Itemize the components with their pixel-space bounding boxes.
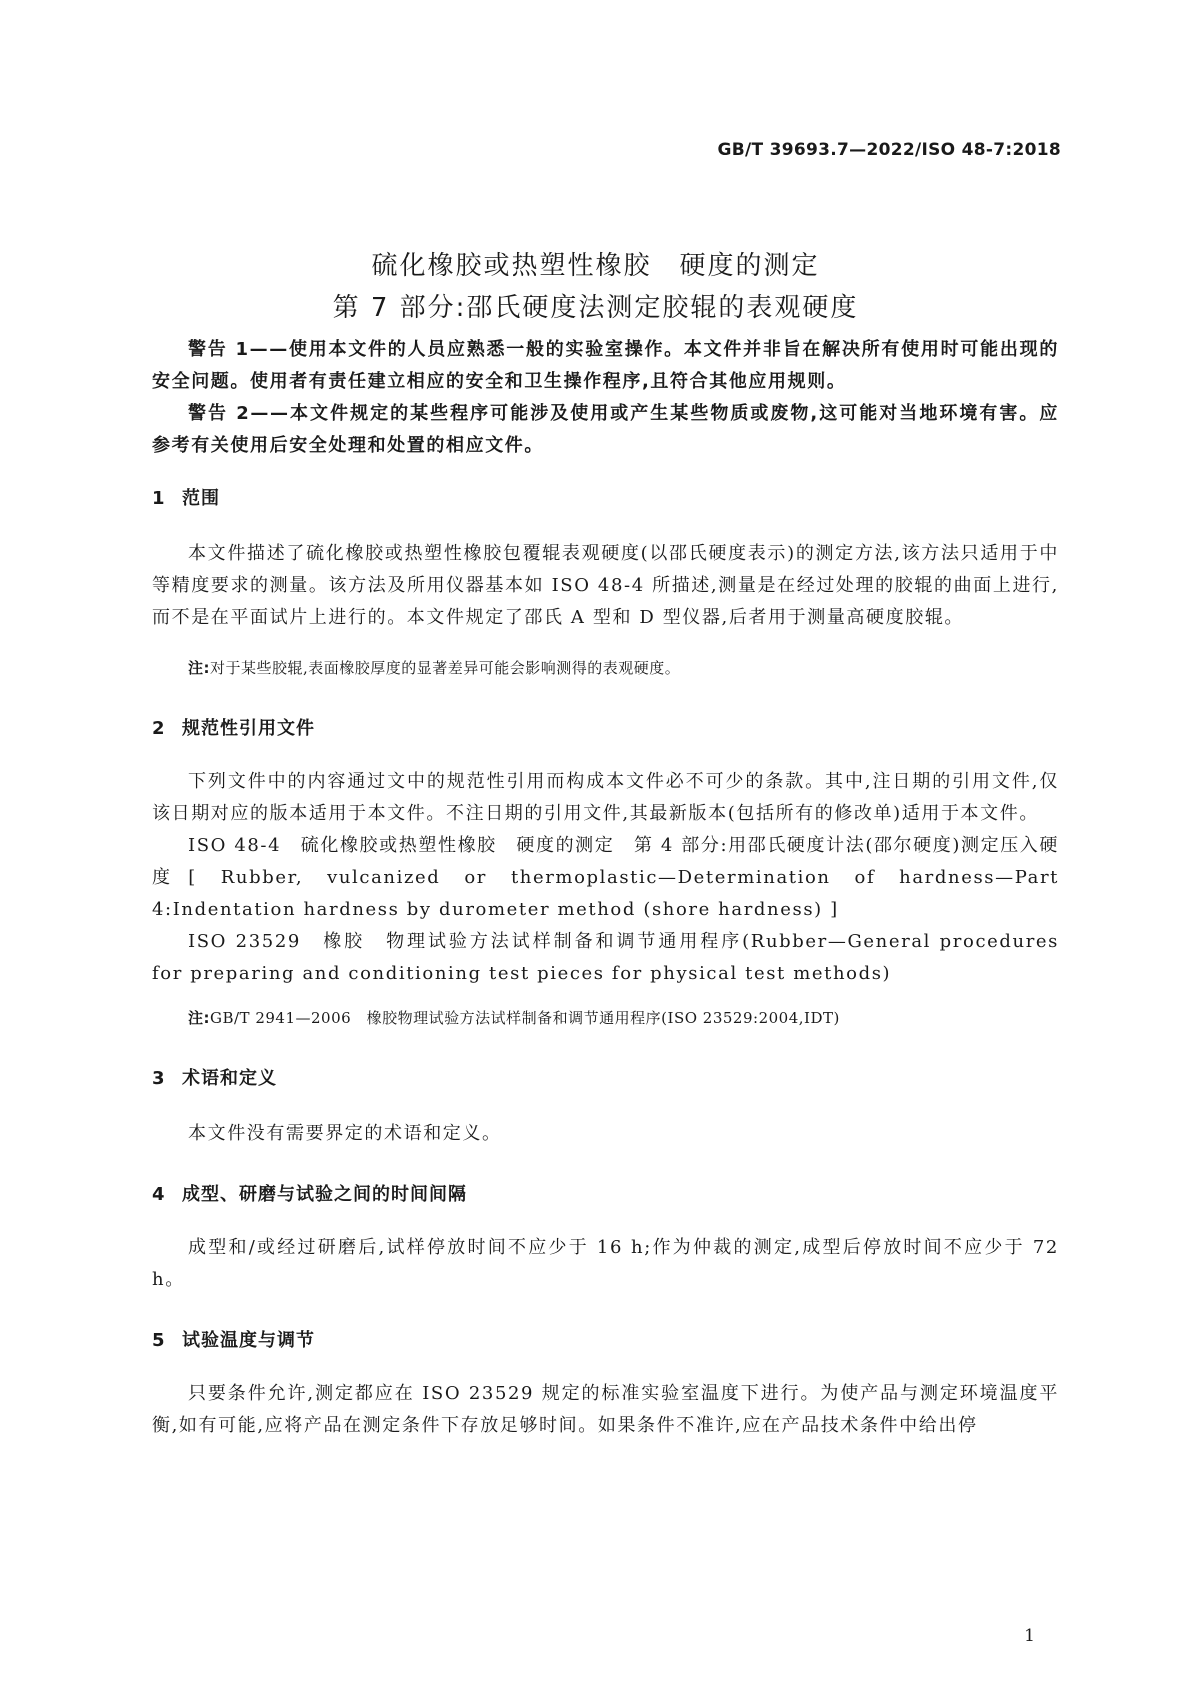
section-2-note-label: 注: — [188, 1009, 210, 1027]
section-2-note-text: GB/T 2941—2006 橡胶物理试验方法试样制备和调节通用程序(ISO 23529:2004,IDT) — [210, 1009, 840, 1027]
section-5-body — [152, 1378, 1059, 1442]
section-1-note-text: 对于某些胶辊,表面橡胶厚度的显著差异可能会影响测得的表观硬度。 — [210, 659, 681, 677]
section-1-number: 1 — [152, 488, 166, 509]
section-2-number: 2 — [152, 718, 166, 739]
section-4-title: 成型、研磨与试验之间的时间间隔 — [182, 1184, 467, 1205]
section-2-body — [152, 766, 1059, 990]
section-3-heading — [152, 1064, 277, 1090]
section-2-note — [188, 1006, 1059, 1030]
section-3-title: 术语和定义 — [182, 1068, 277, 1089]
title-line-1: 硫化橡胶或热塑性橡胶 硬度的测定 — [371, 251, 820, 281]
warning-2: 警告 2——本文件规定的某些程序可能涉及使用或产生某些物质或废物,这可能对当地环境有害。应参考有关使用后安全处理和处置的相应文件。 — [152, 403, 1059, 456]
section-1-paragraph: 本文件描述了硫化橡胶或热塑性橡胶包覆辊表观硬度(以邵氏硬度表示)的测定方法,该方法只适用于中等精度要求的测量。该方法及所用仪器基本如 ISO 48-4 所描述,测量是在经过处理的胶辊的曲面上进行,而不是在平面试片上进行的。本文件规定了邵氏 A 型和 D 型仪器,后者用于测量高硬度胶辊。 — [152, 543, 1059, 628]
section-1-note-label: 注: — [188, 659, 210, 677]
section-5-title: 试验温度与调节 — [182, 1330, 315, 1351]
section-4-number: 4 — [152, 1184, 166, 1205]
section-2-title: 规范性引用文件 — [182, 718, 315, 739]
section-5-paragraph: 只要条件允许,测定都应在 ISO 23529 规定的标准实验室温度下进行。为使产品与测定环境温度平衡,如有可能,应将产品在测定条件下存放足够时间。如果条件不准许,应在产品技术条件中给出停 — [152, 1383, 1059, 1436]
section-1-title: 范围 — [182, 488, 220, 509]
warning-1: 警告 1——使用本文件的人员应熟悉一般的实验室操作。本文件并非旨在解决所有使用时可能出现的安全问题。使用者有责任建立相应的安全和卫生操作程序,且符合其他应用规则。 — [152, 339, 1059, 392]
section-3-number: 3 — [152, 1068, 166, 1089]
standard-id: GB/T 39693.7—2022/ISO 48-7:2018 — [717, 140, 1061, 160]
section-3-paragraph: 本文件没有需要界定的术语和定义。 — [188, 1123, 502, 1144]
page-number: 1 — [1024, 1626, 1035, 1646]
section-3-body — [152, 1118, 1059, 1150]
section-5-number: 5 — [152, 1330, 166, 1351]
section-5-heading — [152, 1326, 315, 1352]
warnings — [152, 334, 1059, 462]
section-1-note — [188, 656, 1059, 680]
section-4-body — [152, 1232, 1059, 1296]
title-line-2: 第 7 部分:邵氏硬度法测定胶辊的表观硬度 — [332, 293, 859, 323]
section-4-paragraph: 成型和/或经过研磨后,试样停放时间不应少于 16 h;作为仲裁的测定,成型后停放时间不应少于 72 h。 — [152, 1237, 1059, 1290]
section-2-paragraph: 下列文件中的内容通过文中的规范性引用而构成本文件必不可少的条款。其中,注日期的引用文件,仅该日期对应的版本适用于本文件。不注日期的引用文件,其最新版本(包括所有的修改单)适用于本文件。 — [152, 771, 1059, 824]
reference-iso-48-4: ISO 48-4 硫化橡胶或热塑性橡胶 硬度的测定 第 4 部分:用邵氏硬度计法(邵尔硬度)测定压入硬度[ Rubber, vulcanized or thermoplastic—Determination of hardness—Part 4:Indentation hardness by durometer method (shore hardness) ] — [152, 835, 1059, 920]
section-1-heading — [152, 484, 220, 510]
reference-iso-23529: ISO 23529 橡胶 物理试验方法试样制备和调节通用程序(Rubber—General procedures for preparing and conditioning test pieces for physical test methods) — [152, 931, 1059, 984]
section-1-body — [152, 538, 1059, 634]
section-2-heading — [152, 714, 315, 740]
section-4-heading — [152, 1180, 467, 1206]
